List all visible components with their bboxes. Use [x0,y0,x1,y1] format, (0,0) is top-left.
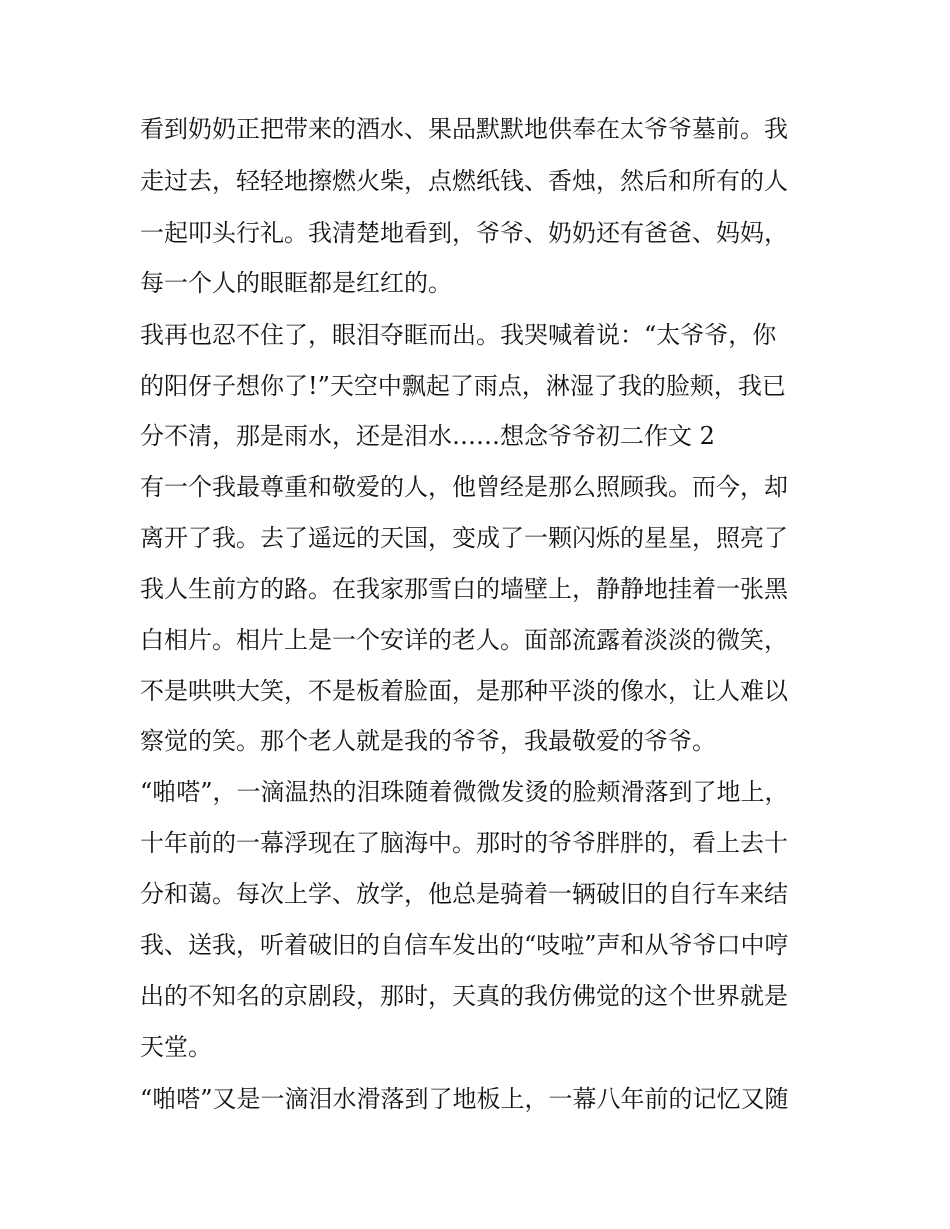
text-line: “啪嗒”又是一滴泪水滑落到了地板上，一幕八年前的记忆又随 [140,1085,789,1113]
text-line: 天堂。 [140,1033,212,1061]
text-line: 我、送我，听着破旧的自信车发出的“吱啦”声和从爷爷口中哼 [140,931,789,959]
text-line: 看到奶奶正把带来的酒水、果品默默地供奉在太爷爷墓前。我 [140,115,788,143]
text-line: 我再也忍不住了，眼泪夺眶而出。我哭喊着说：“太爷爷，你 [140,321,777,349]
text-line: 走过去，轻轻地擦燃火柴，点燃纸钱、香烛，然后和所有的人 [140,167,788,195]
text-line: 出的不知名的京剧段，那时，天真的我仿佛觉的这个世界就是 [140,982,788,1010]
text-line: 的阳伢子想你了!”天空中飘起了雨点，淋湿了我的脸颊，我已 [140,372,786,400]
text-line: 每一个人的眼眶都是红红的。 [140,269,452,297]
text-line: 十年前的一幕浮现在了脑海中。那时的爷爷胖胖的，看上去十 [140,829,788,857]
text-line: 不是哄哄大笑，不是板着脸面，是那种平淡的像水，让人难以 [140,677,788,705]
text-line: 离开了我。去了遥远的天国，变成了一颗闪烁的星星，照亮了 [140,524,788,552]
text-line: “啪嗒”，一滴温热的泪珠随着微微发烫的脸颊滑落到了地上， [140,778,789,806]
text-line: 白相片。相片上是一个安详的老人。面部流露着淡淡的微笑， [140,626,788,654]
text-line: 有一个我最尊重和敬爱的人，他曾经是那么照顾我。而今，却 [140,473,788,501]
text-line: 我人生前方的路。在我家那雪白的墙壁上，静静地挂着一张黑 [140,575,788,603]
text-line: 分和蔼。每次上学、放学，他总是骑着一辆破旧的自行车来结 [140,880,788,908]
text-line: 察觉的笑。那个老人就是我的爷爷，我最敬爱的爷爷。 [140,727,716,755]
text-line: 分不清，那是雨水，还是泪水……想念爷爷初二作文 2 [140,422,715,450]
text-line: 一起叩头行礼。我清楚地看到，爷爷、奶奶还有爸爸、妈妈， [140,219,788,247]
